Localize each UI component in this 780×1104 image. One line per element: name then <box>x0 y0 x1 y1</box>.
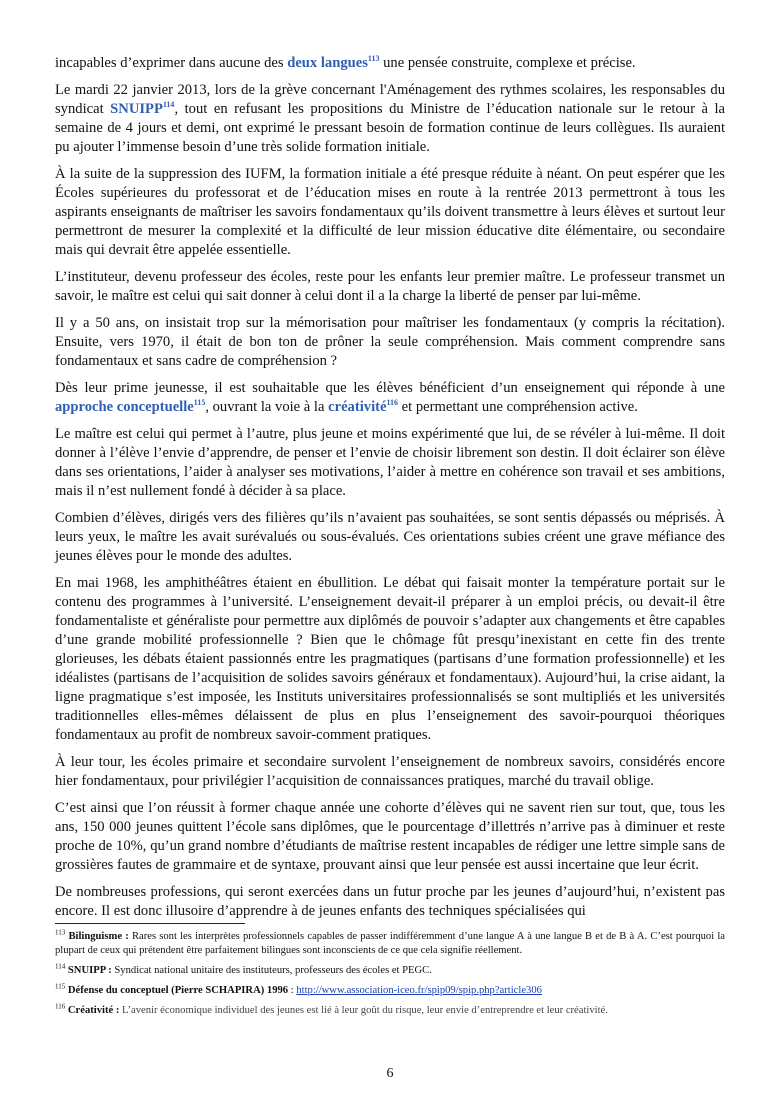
text-run: À la suite de la suppression des IUFM, la formation initiale a été presque réduite à néant. On peut espérer que les Écoles supérieures du professorat et de l’éducation mises en route à la rentrée 2013 permettront à tous les aspirants enseignants de maîtriser les savoirs fondamentaux qu’ils doivent transmettre à leurs élèves et surtout leur permettront de mesurer la complexité et la difficulté de leur mission éducative dite élémentaire, ou secondaire mais qui devrait être appelée essentielle. <box>55 166 725 258</box>
footnote-term: Créativité : <box>67 1005 120 1016</box>
footnote-text: : <box>288 985 297 996</box>
footnote-ref: 115 <box>193 398 206 408</box>
text-run: , ouvrant la voie à la <box>205 399 329 415</box>
keyword: SNUIPP <box>110 101 163 117</box>
keyword: créativité <box>328 399 387 415</box>
text-run: Il y a 50 ans, on insistait trop sur la mémorisation pour maîtriser les fondamentaux (y compris la récitation). Ensuite, vers 1970, il était de bon ton de prôner la seule compréhension. Mais comment comprendre sans fondamentaux et sans cadre de compréhension ? <box>55 315 725 369</box>
text-run: une pensée construite, complexe et précise. <box>379 55 636 71</box>
footnote-text: Rares sont les interprètes professionnels capables de passer indifféremment d’une langue A à une langue B et de B à A. C’est pourquoi la plupart de ceux qui prétendent être parfaitement bilingues sont inconscients de ce que cela signifie réellement. <box>55 931 725 956</box>
footnote-text: L’avenir économique individuel des jeunes est lié à leur goût du risque, leur envie d’entreprendre et leur créativité. <box>119 1005 608 1016</box>
footnote-number: 113 <box>55 928 66 937</box>
footnote-ref: 114 <box>162 100 175 110</box>
footnote-term: Défense du conceptuel (Pierre SCHAPIRA) 1996 <box>67 985 289 996</box>
footnote-link[interactable]: http://www.association-iceo.fr/spip09/spip.php?article306 <box>296 985 542 996</box>
text-run: incapables d’exprimer dans aucune des <box>55 55 288 71</box>
paragraph <box>55 425 725 501</box>
footnote-term: Bilinguisme : <box>68 931 129 942</box>
footnote-115 <box>55 984 725 998</box>
text-run: Le mardi 22 janvier 2013, lors de la grève concernant l'Aménagement des rythmes scolaires, les responsables du syndicat <box>55 82 725 117</box>
text-run: Dès leur prime jeunesse, il est souhaitable que les élèves bénéficient d’un enseignement qui réponde à une <box>55 380 725 396</box>
paragraph <box>55 574 725 745</box>
text-run: À leur tour, les écoles primaire et secondaire survolent l’enseignement de nombreux savoirs, considérés encore hier fondamentaux, pour privilégier l’acquisition de connaissances pratiques, marché du travail oblige. <box>55 754 725 789</box>
footnote-separator <box>55 923 245 924</box>
text-run: , tout en refusant les propositions du Ministre de l’éducation nationale sur le retour à la semaine de 4 jours et demi, ont exprimé le pressant besoin de formation continue de leurs collègues. Ils auraient pu ajouter l’immense besoin d’une très solide formation initiale. <box>55 101 725 155</box>
footnote-113 <box>55 930 725 958</box>
footnote-number: 116 <box>55 1002 66 1011</box>
text-run: L’instituteur, devenu professeur des écoles, reste pour les enfants leur premier maître. Le professeur transmet un savoir, le maître est celui qui sait donner à celui dont il a la charge la liberté de penser par lui-même. <box>55 269 725 304</box>
text-run: De nombreuses professions, qui seront exercées dans un futur proche par les jeunes d’aujourd’hui, n’existent pas encore. Il est donc illusoire d’apprendre à de jeunes enfants des techniques spécialisées qui <box>55 884 725 919</box>
footnote-116 <box>55 1004 725 1018</box>
keyword: deux langues <box>287 55 368 71</box>
text-run: Le maître est celui qui permet à l’autre, plus jeune et moins expérimenté que lui, de se révéler à lui-même. Il doit donner à l’élève l’envie d’apprendre, de penser et l’envie de choisir librement son destin. Il doit éclairer son élève dans ses orientations, l’aider à analyser ses motivations, l’aider à mettre en cohérence son travail et ses ambitions, mais il n’est nullement fondé à décider à sa place. <box>55 426 725 499</box>
paragraph <box>55 314 725 371</box>
paragraph <box>55 54 725 73</box>
paragraph <box>55 753 725 791</box>
paragraph <box>55 379 725 417</box>
paragraph <box>55 799 725 875</box>
footnote-text: Syndicat national unitaire des instituteurs, professeurs des écoles et PEGC. <box>111 965 432 976</box>
footnote-114 <box>55 964 725 978</box>
footnote-ref: 116 <box>386 398 399 408</box>
text-run: Combien d’élèves, dirigés vers des filières qu’ils n’avaient pas souhaitées, se sont sentis dépassés ou méprisés. À leurs yeux, le maître les avait surévalués ou sous-évalués. Ces orientations subies créent une grave méfiance des jeunes élèves pour le monde des adultes. <box>55 510 725 564</box>
keyword: approche conceptuelle <box>55 399 194 415</box>
footnote-number: 114 <box>55 962 66 971</box>
paragraph <box>55 509 725 566</box>
text-run: et permettant une compréhension active. <box>398 399 638 415</box>
paragraph <box>55 165 725 260</box>
paragraph <box>55 81 725 157</box>
paragraph <box>55 883 725 921</box>
text-run: C’est ainsi que l’on réussit à former chaque année une cohorte d’élèves qui ne savent rien sur tout, que, tous les ans, 150 000 jeunes quittent l’école sans diplômes, que le pourcentage d’illettrés n’arrive pas à diminuer et reste proche de 10%, qu’un grand nombre d’étudiants de maîtrise restent incapables de rédiger une lettre simple sans de grossières fautes de grammaire et de syntaxe, prouvant ainsi que leur pensée est aussi incertaine que leur écrit. <box>55 800 725 873</box>
page-number: 6 <box>386 1066 394 1081</box>
footnote-term: SNUIPP : <box>67 965 112 976</box>
footnote-ref: 113 <box>367 54 380 64</box>
footnote-number: 115 <box>55 982 66 991</box>
paragraph <box>55 268 725 306</box>
footnotes <box>55 930 725 1024</box>
text-run: En mai 1968, les amphithéâtres étaient en ébullition. Le débat qui faisait monter la température portait sur le contenu des programmes à l’université. L’enseignement devait-il préparer à un emploi précis, ou devait-il être fondamentaliste et généraliste pour permettre aux diplômés de pouvoir s’adapter aux changements et être capables d’une grande mobilité professionnelle ? Bien que le chômage fût presqu’inexistant en cette fin des trente glorieuses, les débats étaient passionnés entre les pragmatiques (partisans d’une formation professionnelle) et les idéalistes (partisans de l’acquisition de solides savoirs généraux et fondamentaux). Aujourd’hui, la crise aidant, la ligne pragmatique s’est imposée, les Instituts universitaires professionnalisés se sont multipliés et les universités traditionnelles elles-mêmes délaissent de plus en plus l’enseignement des savoir-pourquoi théoriques fondamentaux au profit de nombreux savoir-comment pratiques. <box>55 575 725 743</box>
document-body <box>55 54 725 929</box>
